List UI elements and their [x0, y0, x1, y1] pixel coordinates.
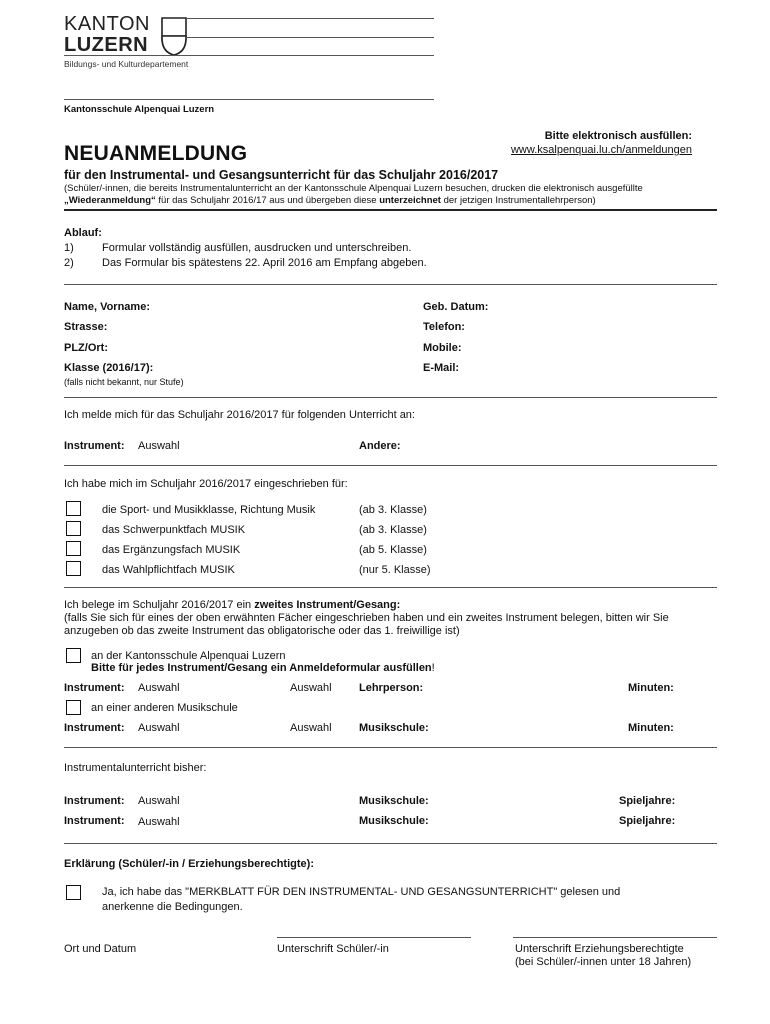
ablauf-step-1: Formular vollständig ausfüllen, ausdrucken und unterschreiben. [102, 242, 412, 254]
enrolled-class-4: (nur 5. Klasse) [359, 564, 431, 576]
form-note-line2: „Wiederanmeldung“ für das Schuljahr 2016/17 aus und übergeben diese unterzeichnet der jetzigen Instrumentallehrperson) [64, 195, 596, 206]
previous-school-label-1: Musikschule: [359, 795, 429, 807]
parent-signature-note: (bei Schüler/-innen unter 18 Jahren) [515, 956, 692, 968]
second-other-instrument-label: Instrument: [64, 722, 125, 734]
department-name: Bildungs- und Kulturdepartement [64, 59, 189, 69]
second-instrument-note-2: anzugeben ob das zweite Instrument das obligatorische oder das 1. freiwillige ist) [64, 625, 460, 637]
enrolled-class-2: (ab 3. Klasse) [359, 524, 427, 536]
previous-years-label-2: Spieljahre: [619, 815, 676, 827]
enrolled-option-4: das Wahlpflichtfach MUSIK [102, 564, 235, 576]
minutes-label-1: Minuten: [628, 682, 674, 694]
second-ksa-type-select[interactable]: Auswahl [290, 682, 332, 694]
previous-instrument-label-2: Instrument: [64, 815, 125, 827]
name-label: Name, Vorname: [64, 301, 150, 313]
second-other-type-select[interactable]: Auswahl [290, 722, 332, 734]
phone-label: Telefon: [423, 321, 465, 333]
logo-rule-2 [186, 37, 434, 38]
previous-years-label-1: Spieljahre: [619, 795, 676, 807]
second-other-instrument-select[interactable]: Auswahl [138, 722, 180, 734]
logo-rule-1 [186, 18, 434, 19]
fill-url-link[interactable]: www.ksalpenquai.lu.ch/anmeldungen [510, 144, 692, 156]
previous-instrument-label-1: Instrument: [64, 795, 125, 807]
email-label: E-Mail: [423, 362, 460, 374]
second-ksa-label: an der Kantonsschule Alpenquai Luzern [91, 650, 286, 662]
second-instrument-note-1: (falls Sie sich für eines der oben erwähnten Fächer eingeschrieben haben und ein zweites Instrument belegen, bitten wir Sie [64, 612, 669, 624]
enrolled-checkbox-2[interactable] [66, 521, 81, 536]
other-label: Andere: [359, 440, 401, 452]
logo-line1: KANTON [64, 13, 150, 35]
declaration-checkbox[interactable] [66, 885, 81, 900]
enrolled-option-1: die Sport- und Musikklasse, Richtung Musik [102, 504, 316, 516]
ablauf-step-2-num: 2) [64, 257, 74, 269]
mobile-label: Mobile: [423, 342, 462, 354]
enrolled-class-3: (ab 5. Klasse) [359, 544, 427, 556]
enrolled-class-1: (ab 3. Klasse) [359, 504, 427, 516]
ablauf-step-1-num: 1) [64, 242, 74, 254]
music-school-label: Musikschule: [359, 722, 429, 734]
student-signature-line[interactable] [277, 937, 471, 938]
divider-3 [64, 465, 717, 466]
divider-2 [64, 397, 717, 398]
second-other-school-checkbox[interactable] [66, 700, 81, 715]
instrument-label: Instrument: [64, 440, 125, 452]
class-label: Klasse (2016/17): [64, 362, 154, 374]
form-subtitle: für den Instrumental- und Gesangsunterricht für das Schuljahr 2016/2017 [64, 168, 499, 182]
enrolled-checkbox-3[interactable] [66, 541, 81, 556]
place-date-label: Ort und Datum [64, 943, 137, 955]
divider-4 [64, 587, 717, 588]
birthdate-label: Geb. Datum: [423, 301, 489, 313]
second-ksa-instrument-label: Instrument: [64, 682, 125, 694]
declaration-text-2: anerkenne die Bedingungen. [102, 901, 243, 913]
enrolled-option-2: das Schwerpunktfach MUSIK [102, 524, 246, 536]
previous-school-label-2: Musikschule: [359, 815, 429, 827]
title-divider [64, 209, 717, 211]
class-note: (falls nicht bekannt, nur Stufe) [64, 377, 184, 387]
second-ksa-instrument-select[interactable]: Auswahl [138, 682, 180, 694]
teacher-label: Lehrperson: [359, 682, 424, 694]
ablauf-heading: Ablauf: [64, 227, 102, 239]
student-signature-label: Unterschrift Schüler/-in [277, 943, 389, 955]
divider-1 [64, 284, 717, 285]
form-title: NEUANMELDUNG [64, 142, 248, 165]
enrolled-option-3: das Ergänzungsfach MUSIK [102, 544, 241, 556]
previous-lessons-intro: Instrumentalunterricht bisher: [64, 762, 207, 774]
enrolled-checkbox-4[interactable] [66, 561, 81, 576]
logo-line2: LUZERN [64, 34, 149, 56]
street-label: Strasse: [64, 321, 108, 333]
minutes-label-2: Minuten: [628, 722, 674, 734]
parent-signature-line[interactable] [513, 937, 717, 938]
school-rule [64, 99, 434, 100]
ablauf-step-2: Das Formular bis spätestens 22. April 2016 am Empfang abgeben. [102, 257, 427, 269]
instrument-select[interactable]: Auswahl [138, 440, 180, 452]
lesson-intro: Ich melde mich für das Schuljahr 2016/2017 für folgenden Unterricht an: [64, 409, 415, 421]
second-ksa-note: Bitte für jedes Instrument/Gesang ein Anmeldeformular ausfüllen! [91, 662, 435, 674]
form-note-line1: (Schüler/-innen, die bereits Instrumentalunterricht an der Kantonsschule Alpenquai Luzern besuchen, drucken die elektronisch ausgefüllte [64, 183, 643, 194]
second-other-school-label: an einer anderen Musikschule [91, 702, 238, 714]
declaration-heading: Erklärung (Schüler/-in / Erziehungsberechtigte): [64, 858, 314, 870]
second-ksa-checkbox[interactable] [66, 648, 81, 663]
logo-rule-3 [64, 55, 434, 56]
coat-of-arms-icon [160, 16, 188, 56]
previous-instrument-select-2[interactable]: Auswahl [138, 816, 180, 828]
zip-city-label: PLZ/Ort: [64, 342, 108, 354]
fill-note: Bitte elektronisch ausfüllen: [544, 130, 692, 142]
school-name: Kantonsschule Alpenquai Luzern [64, 104, 215, 115]
second-instrument-intro: Ich belege im Schuljahr 2016/2017 ein zweites Instrument/Gesang: [64, 599, 401, 611]
enrolled-intro: Ich habe mich im Schuljahr 2016/2017 eingeschrieben für: [64, 478, 348, 490]
previous-instrument-select-1[interactable]: Auswahl [138, 795, 180, 807]
divider-6 [64, 843, 717, 844]
parent-signature-label: Unterschrift Erziehungsberechtigte [515, 943, 684, 955]
enrolled-checkbox-1[interactable] [66, 501, 81, 516]
divider-5 [64, 747, 717, 748]
declaration-text-1: Ja, ich habe das "MERKBLATT FÜR DEN INSTRUMENTAL- UND GESANGSUNTERRICHT" gelesen und [102, 886, 621, 898]
